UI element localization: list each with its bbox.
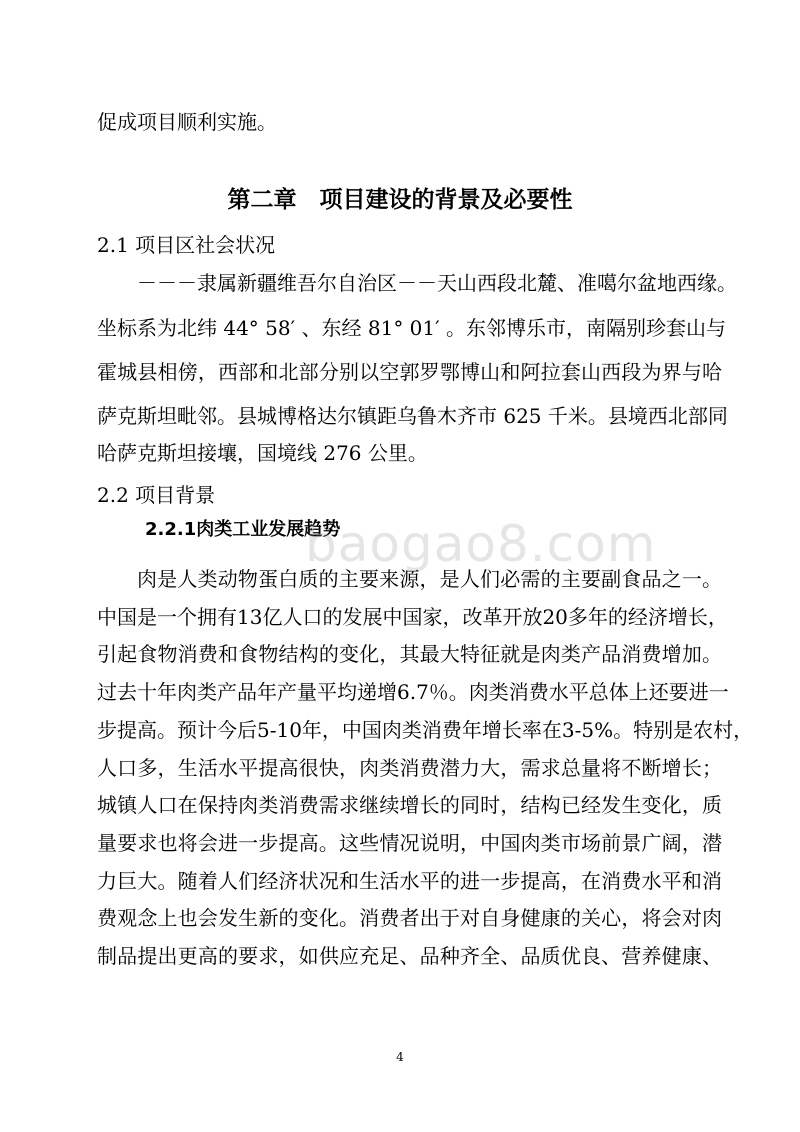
paragraph-line: 坐标系为北纬 44° 58′ 、东经 81° 01′ 。东邻博乐市，南隔别珍套山与 (97, 316, 727, 340)
section-heading-2-1: 2.1 项目区社会状况 (97, 233, 276, 257)
paragraph-line: 人口多，生活水平提高很快，肉类消费潜力大，需求总量将不断增长； (97, 756, 722, 780)
paragraph-line: 过去十年肉类产品年产量平均递增6.7％。肉类消费水平总体上还要进一 (97, 680, 729, 704)
page-number: 4 (396, 1050, 404, 1064)
paragraph-line: 费观念上也会发生新的变化。消费者出于对自身健康的关心，将会对肉 (97, 906, 722, 930)
paragraph-line: 量要求也将会进一步提高。这些情况说明，中国肉类市场前景广阔，潜 (97, 831, 722, 855)
subsection-heading-2-2-1: 2.2.1肉类工业发展趋势 (145, 519, 341, 540)
paragraph-line: 制品提出更高的要求，如供应充足、品种齐全、品质优良、营养健康、 (97, 944, 722, 968)
section-heading-2-2: 2.2 项目背景 (97, 483, 216, 507)
paragraph-line: －－－隶属新疆维吾尔自治区－－天山西段北麓、准噶尔盆地西缘。 (137, 271, 737, 295)
paragraph-line: 霍城县相傍，西部和北部分别以空郭罗鄂博山和阿拉套山西段为界与哈 (97, 360, 722, 384)
paragraph-line: 引起食物消费和食物结构的变化，其最大特征就是肉类产品消费增加。 (97, 642, 722, 666)
paragraph-line: 中国是一个拥有13亿人口的发展中国家，改革开放20多年的经济增长， (97, 605, 728, 629)
paragraph-line: 肉是人类动物蛋白质的主要来源，是人们必需的主要副食品之一。 (137, 567, 722, 591)
watermark: baogao8.com (305, 515, 657, 573)
paragraph-line: 力巨大。随着人们经济状况和生活水平的进一步提高，在消费水平和消 (97, 869, 722, 893)
continuation-line: 促成项目顺利实施。 (97, 110, 277, 134)
paragraph-line: 步提高。预计今后5-10年，中国肉类消费年增长率在3-5%。特别是农村， (97, 718, 754, 742)
paragraph-line: 萨克斯坦毗邻。县城博格达尔镇距乌鲁木齐市 625 千米。县境西北部同 (97, 404, 728, 428)
paragraph-line: 城镇人口在保持肉类消费需求继续增长的同时，结构已经发生变化，质 (97, 793, 722, 817)
chapter-title: 第二章 项目建设的背景及必要性 (227, 187, 573, 213)
paragraph-line: 哈萨克斯坦接壤，国境线 276 公里。 (97, 441, 428, 465)
